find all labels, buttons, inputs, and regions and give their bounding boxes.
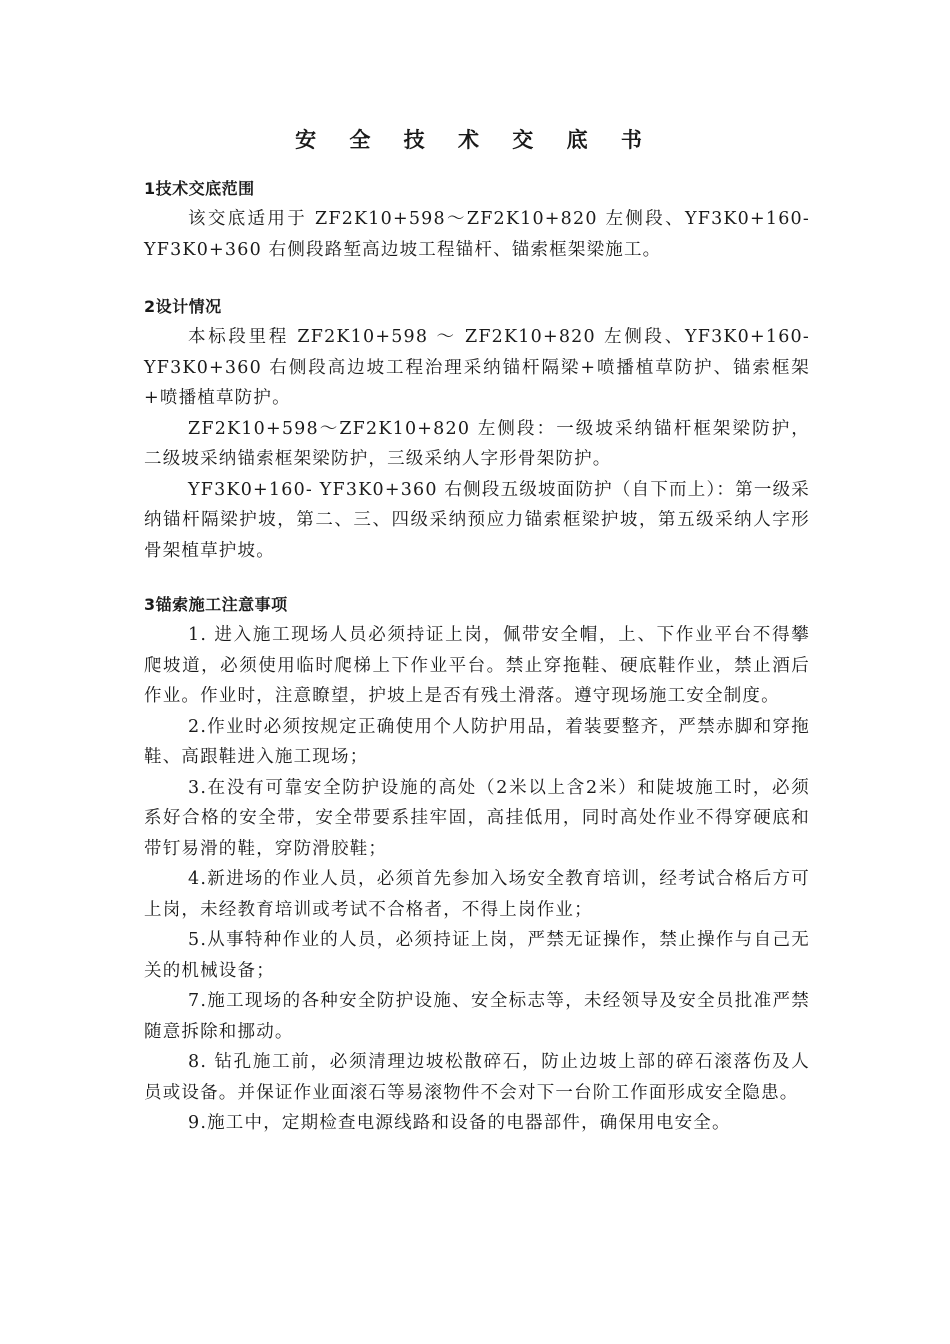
list-item: 5.从事特种作业的人员，必须持证上岗，严禁无证操作，禁止操作与自己无关的机械设备； bbox=[144, 930, 810, 981]
list-item: 8. 钻孔施工前，必须清理边坡松散碎石，防止边坡上部的碎石滚落伤及人员或设备。并保证作业面滚石等易滚物件不会对下一台阶工作面形成安全隐患。 bbox=[144, 1052, 810, 1103]
paragraph: YF3K0+160- YF3K0+360 右侧段五级坡面防护（自下而上）：第一级采纳锚杆隔梁护坡，第二、三、四级采纳预应力锚索框梁护坡，第五级采纳人字形骨架植草护坡。 bbox=[144, 479, 810, 561]
section-heading-precautions: 3锚索施工注意事项 bbox=[144, 595, 288, 614]
document-body bbox=[144, 174, 810, 1139]
paragraph: 本标段里程 ZF2K10+598 ～ ZF2K10+820 左侧段、YF3K0+160-YF3K0+360 右侧段高边坡工程治理采纳锚杆隔梁+喷播植草防护、锚索框架+喷播植草防护。 bbox=[144, 327, 810, 408]
section-heading-design: 2设计情况 bbox=[144, 297, 222, 316]
list-item: 3.在没有可靠安全防护设施的高处（2米以上含2米）和陡坡施工时，必须系好合格的安全带，安全带要系挂牢固，高挂低用，同时高处作业不得穿硬底和带钉易滑的鞋，穿防滑胶鞋； bbox=[144, 777, 810, 859]
list-item: 9.施工中，定期检查电源线路和设备的电器部件，确保用电安全。 bbox=[188, 1113, 731, 1133]
list-item: 4.新进场的作业人员，必须首先参加入场安全教育培训，经考试合格后方可上岗，未经教育培训或考试不合格者，不得上岗作业； bbox=[144, 869, 810, 920]
section-heading-scope: 1技术交底范围 bbox=[144, 179, 255, 198]
document-title: 安 全 技 术 交 底 书 bbox=[295, 127, 655, 152]
list-item: 1. 进入施工现场人员必须持证上岗，佩带安全帽，上、下作业平台不得攀爬坡道，必须使用临时爬梯上下作业平台。禁止穿拖鞋、硬底鞋作业，禁止酒后作业。作业时，注意瞭望，护坡上是否有残土滑落。遵守现场施工安全制度。 bbox=[144, 625, 810, 706]
list-item: 7.施工现场的各种安全防护设施、安全标志等，未经领导及安全员批准严禁随意拆除和挪动。 bbox=[144, 991, 810, 1042]
paragraph: 该交底适用于 ZF2K10+598～ZF2K10+820 左侧段、YF3K0+160-YF3K0+360 右侧段路堑高边坡工程锚杆、锚索框架梁施工。 bbox=[144, 209, 810, 260]
paragraph: ZF2K10+598～ZF2K10+820 左侧段：一级坡采纳锚杆框架梁防护，二级坡采纳锚索框架梁防护，三级采纳人字形骨架防护。 bbox=[144, 418, 810, 469]
list-item: 2.作业时必须按规定正确使用个人防护用品，着装要整齐，严禁赤脚和穿拖鞋、高跟鞋进入施工现场； bbox=[144, 716, 810, 767]
